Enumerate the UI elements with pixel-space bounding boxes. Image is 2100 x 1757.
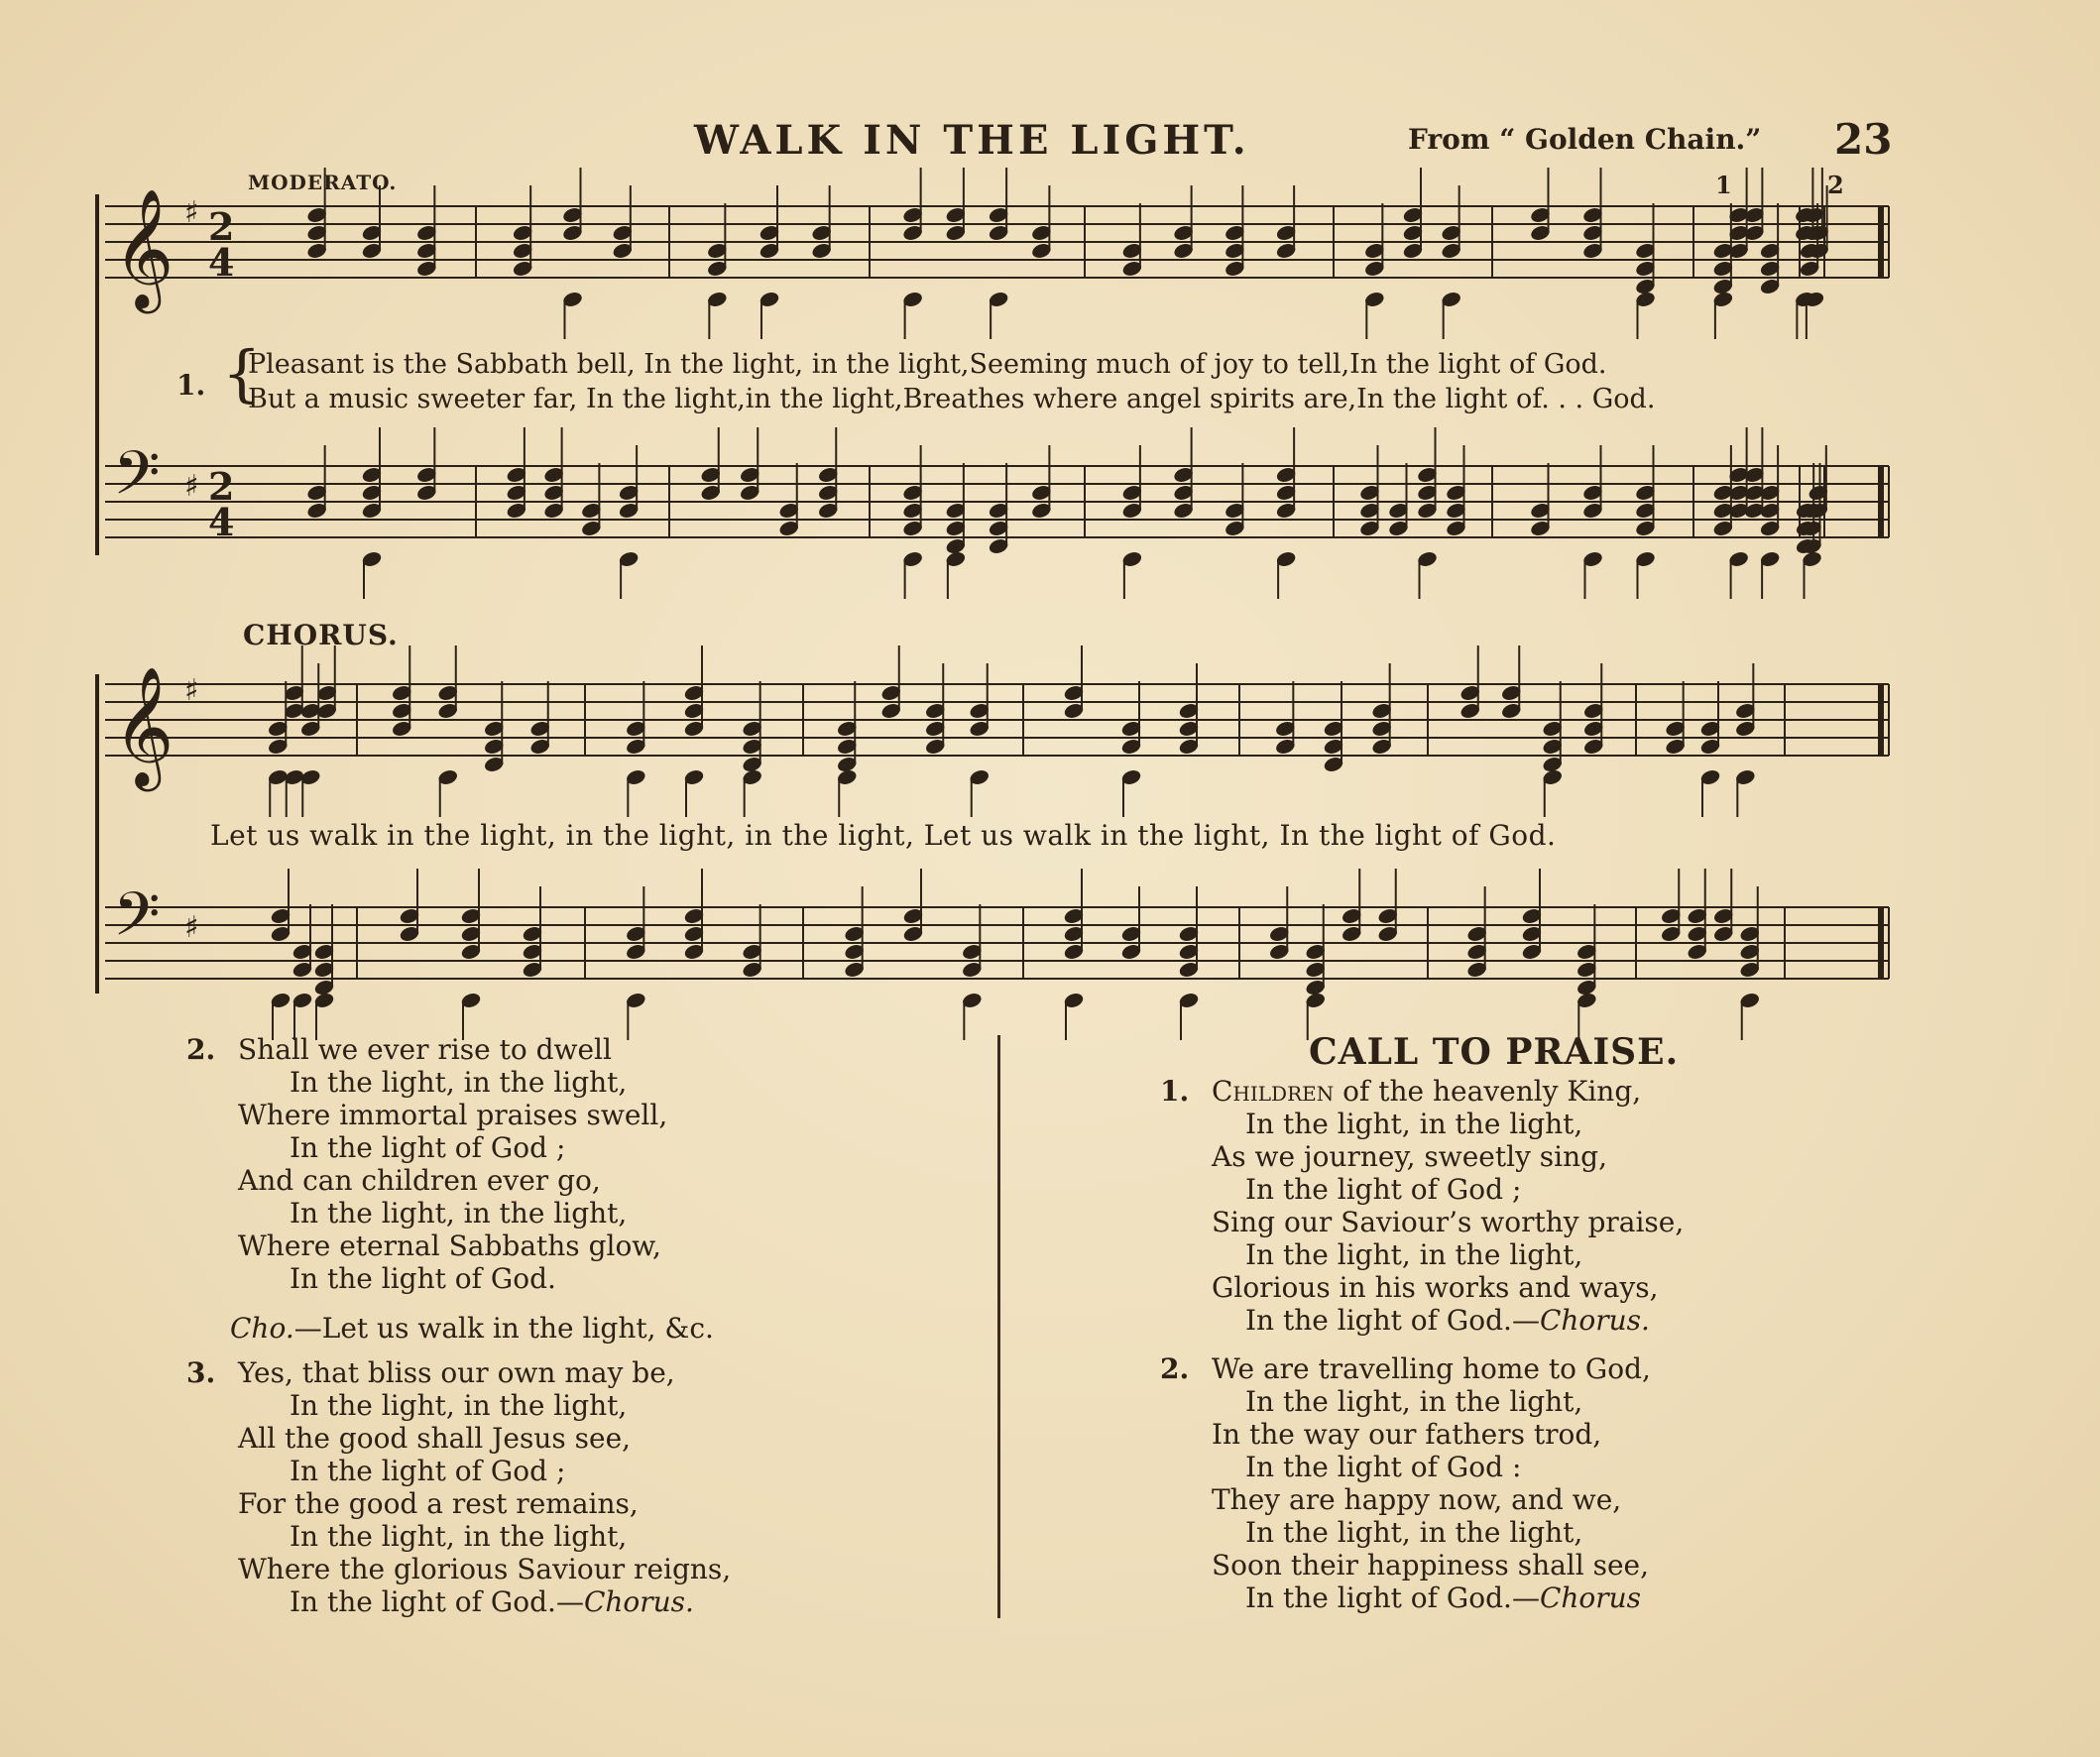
bass-clef-icon: 𝄢: [113, 438, 161, 524]
tempo-marking: MODERATO.: [248, 171, 398, 194]
verse-line: In the light of God ;: [290, 1131, 566, 1164]
page-title: WALK IN THE LIGHT.: [694, 117, 1250, 164]
page-number: 23: [1834, 115, 1893, 164]
verse-number: 1.: [176, 369, 206, 402]
chorus-ref-label: Cho.: [230, 1312, 294, 1345]
verse-line: In the light, in the light,: [1245, 1385, 1583, 1418]
source-attribution: From “ Golden Chain.”: [1408, 123, 1762, 156]
treble-clef-icon: 𝄞: [113, 665, 175, 786]
verse-line: Soon their happiness shall see,: [1212, 1549, 1650, 1581]
verse-number: 1.: [1160, 1075, 1190, 1108]
verse-line: In the light of God ;: [290, 1455, 566, 1487]
chorus-mark: Chorus: [1539, 1581, 1642, 1614]
verse-number: 2.: [186, 1033, 216, 1066]
verse1-lyric-line2: But a music sweeter far, In the light,in the light,Breathes where angel spirits are,In the light of. . . God.: [248, 384, 1656, 414]
verse-line: In the light, in the light,: [1245, 1108, 1583, 1140]
verse-line: Sing our Saviour’s worthy praise,: [1212, 1206, 1685, 1238]
time-signature-top: 2: [208, 204, 235, 249]
verse-line: In the light of God ;: [1245, 1173, 1522, 1206]
verse-line: In the light, in the light,: [290, 1389, 628, 1422]
chorus-ref-text: —Let us walk in the light, &c.: [293, 1312, 714, 1345]
verse-line: Where eternal Sabbaths glow,: [238, 1230, 661, 1262]
verse-line: 3. Yes, that bliss our own may be,: [186, 1356, 675, 1389]
call-to-praise-verse-1: [1160, 1075, 1684, 1337]
sharp-key-icon: ♯: [184, 469, 199, 504]
verse-line: In the light of God.—Chorus: [1245, 1581, 1642, 1614]
verse-line: In the light, in the light,: [290, 1197, 628, 1230]
sharp-key-icon: ♯: [184, 195, 199, 230]
lyric-brace: {: [222, 337, 262, 410]
verse1-lyric-line1: Pleasant is the Sabbath bell, In the light, in the light,Seeming much of joy to tell,In the light of God.: [248, 349, 1607, 380]
column-divider: [997, 1035, 1000, 1618]
verse-line: Where the glorious Saviour reigns,: [238, 1553, 732, 1585]
first-ending-label: 1: [1715, 171, 1732, 199]
verse-line: In the light, in the light,: [1245, 1516, 1583, 1549]
verse-line: In the light of God :: [1245, 1451, 1522, 1483]
verse-2: [186, 1033, 668, 1295]
second-ending-label: 2: [1827, 171, 1844, 199]
verse-line: They are happy now, and we,: [1212, 1483, 1622, 1516]
verse-line: In the light, in the light,: [1245, 1238, 1583, 1271]
sharp-key-icon: ♯: [184, 673, 199, 708]
verse-line: 1. Children of the heavenly King,: [1160, 1075, 1642, 1108]
verse-number: 2.: [1160, 1352, 1190, 1385]
verse-line: For the good a rest remains,: [238, 1487, 639, 1520]
verse-line: In the light, in the light,: [290, 1520, 628, 1553]
call-to-praise-title: CALL TO PRAISE.: [1309, 1031, 1680, 1073]
bass-clef-icon: 𝄢: [113, 879, 161, 965]
verse-line: As we journey, sweetly sing,: [1212, 1140, 1607, 1173]
verse-line: All the good shall Jesus see,: [238, 1422, 632, 1455]
time-signature-bottom: 4: [208, 500, 235, 544]
verse-line: In the light of God.—Chorus.: [290, 1585, 694, 1618]
verse-line: And can children ever go,: [238, 1164, 601, 1197]
chorus-mark: Chorus.: [1539, 1304, 1650, 1337]
verse-line: In the light of God.—Chorus.: [1245, 1304, 1650, 1337]
chorus-mark: Chorus.: [583, 1585, 694, 1618]
verse-3: [186, 1356, 732, 1618]
chorus-lyric: Let us walk in the light, in the light, in the light, Let us walk in the light, In the light of God.: [210, 819, 1557, 852]
verse-line: In the light of God.: [290, 1262, 556, 1295]
verse-line: In the light, in the light,: [290, 1066, 628, 1099]
chorus-label: CHORUS.: [243, 619, 399, 651]
sharp-key-icon: ♯: [184, 910, 199, 945]
call-to-praise-verse-2: [1160, 1352, 1651, 1614]
chorus-reference: [230, 1312, 714, 1345]
verse-number: 3.: [186, 1356, 216, 1389]
verse-line: 2. We are travelling home to God,: [1160, 1352, 1651, 1385]
verse-line: Glorious in his works and ways,: [1212, 1271, 1659, 1304]
time-signature-top: 2: [208, 464, 235, 509]
time-signature-bottom: 4: [208, 240, 235, 285]
treble-clef-icon: 𝄞: [113, 187, 175, 308]
verse-line: In the way our fathers trod,: [1212, 1418, 1602, 1451]
verse-line: 2. Shall we ever rise to dwell: [186, 1033, 612, 1066]
verse-line: Where immortal praises swell,: [238, 1099, 668, 1131]
